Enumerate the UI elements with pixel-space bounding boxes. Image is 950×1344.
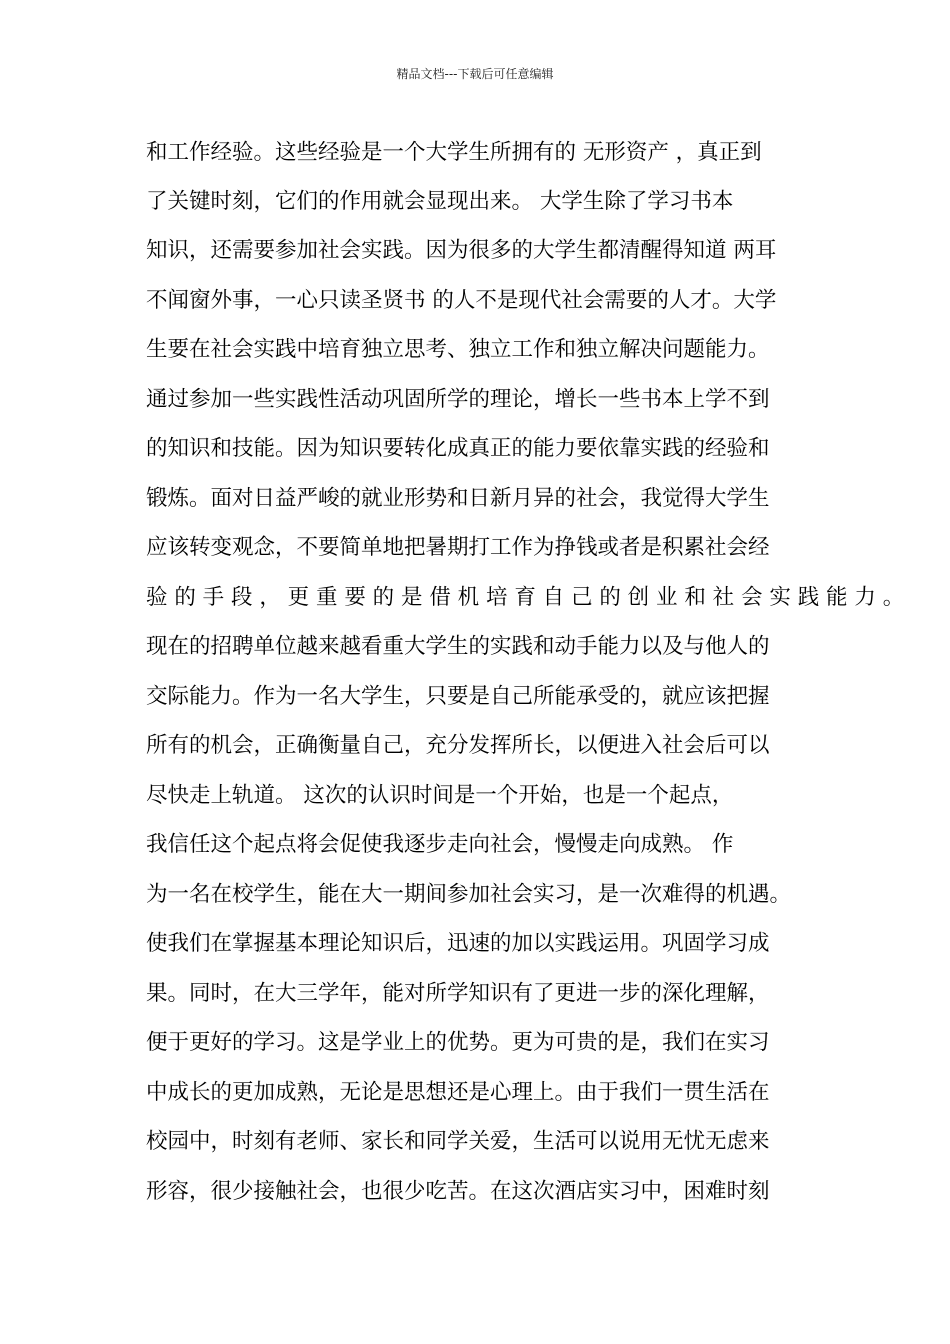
text-line: 校园中，时刻有老师、家长和同学关爱，生活可以说用无忧无虑来 [146,1129,770,1154]
text-line: 知识，还需要参加社会实践。因为很多的大学生都清醒得知道 两耳 [146,238,777,263]
text-line: 不闻窗外事，一心只读圣贤书 的人不是现代社会需要的人才。大学 [146,288,777,313]
page-header: 精品文档---下载后可任意编辑 [396,67,554,81]
text-line: 的知识和技能。因为知识要转化成真正的能力要依靠实践的经验和 [146,436,770,461]
text-line: 我信任这个起点将会促使我逐步走向社会，慢慢走向成熟。 作 [146,832,734,857]
text-line: 使我们在掌握基本理论知识后，迅速的加以实践运用。巩固学习成 [146,931,770,956]
text-line: 通过参加一些实践性活动巩固所学的理论，增长一些书本上学不到 [146,387,770,412]
text-line: 了关键时刻，它们的作用就会显现出来。 大学生除了学习书本 [146,189,734,214]
text-line: 交际能力。作为一名大学生，只要是自己所能承受的，就应该把握 [146,684,770,709]
text-line: 生要在社会实践中培育独立思考、独立工作和独立解决问题能力。 [146,337,770,362]
text-line: 和工作经验。这些经验是一个大学生所拥有的 无形资产 ，真正到 [146,140,762,165]
text-line: 现在的招聘单位越来越看重大学生的实践和动手能力以及与他人的 [146,634,770,659]
text-line: 锻炼。面对日益严峻的就业形势和日新月异的社会，我觉得大学生 [146,486,770,511]
text-line: 所有的机会，正确衡量自己，充分发挥所长，以便进入社会后可以 [146,733,770,758]
text-line: 形容，很少接触社会，也很少吃苦。在这次酒店实习中，困难时刻 [146,1179,770,1204]
text-line: 为一名在校学生，能在大一期间参加社会实习，是一次难得的机遇。 [146,882,792,907]
text-line: 尽快走上轨道。 这次的认识时间是一个开始，也是一个起点， [146,783,734,808]
text-line: 便于更好的学习。这是学业上的优势。更为可贵的是，我们在实习 [146,1030,770,1055]
text-line: 验 的 手 段 ， 更 重 要 的 是 借 机 培 育 自 己 的 创 业 和 社 会 实 践 能 力 。 [146,585,905,610]
text-line: 果。同时，在大三学年，能对所学知识有了更进一步的深化理解， [146,981,770,1006]
text-line: 应该转变观念，不要简单地把暑期打工作为挣钱或者是积累社会经 [146,535,770,560]
text-line: 中成长的更加成熟，无论是思想还是心理上。由于我们一贯生活在 [146,1080,770,1105]
